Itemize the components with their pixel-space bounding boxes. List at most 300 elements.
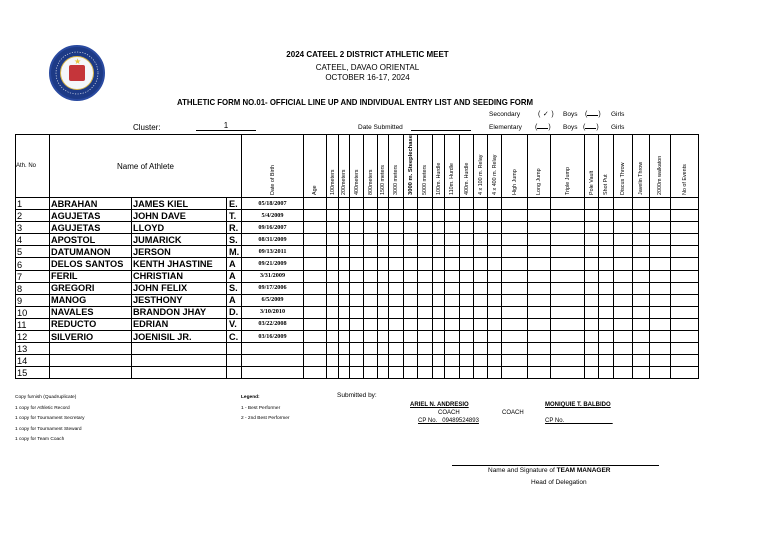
event-entry-cell[interactable] [528, 318, 551, 330]
athlete-last-name[interactable] [50, 355, 132, 367]
event-entry-cell[interactable] [460, 331, 474, 343]
event-entry-cell[interactable] [445, 210, 460, 222]
event-entry-cell[interactable] [585, 210, 599, 222]
athlete-dob[interactable]: 5/4/2009 [242, 210, 304, 222]
event-entry-cell[interactable] [650, 282, 671, 294]
event-entry-cell[interactable] [327, 318, 339, 330]
event-entry-cell[interactable] [433, 306, 445, 318]
event-entry-cell[interactable] [378, 246, 389, 258]
event-entry-cell[interactable] [378, 198, 389, 210]
event-entry-cell[interactable] [502, 294, 528, 306]
event-entry-cell[interactable] [339, 318, 350, 330]
athlete-age[interactable] [304, 331, 327, 343]
event-entry-cell[interactable] [460, 222, 474, 234]
event-entry-cell[interactable] [350, 331, 364, 343]
athlete-last-name[interactable]: DATUMANON [50, 246, 132, 258]
athlete-dob[interactable] [242, 343, 304, 355]
date-submitted-field[interactable] [411, 130, 471, 131]
event-entry-cell[interactable] [389, 282, 404, 294]
athlete-last-name[interactable]: ABRAHAN [50, 198, 132, 210]
event-entry-cell[interactable] [650, 318, 671, 330]
event-entry-cell[interactable] [350, 246, 364, 258]
event-entry-cell[interactable] [528, 210, 551, 222]
event-entry-cell[interactable] [502, 270, 528, 282]
athlete-last-name[interactable] [50, 367, 132, 379]
event-entry-cell[interactable] [389, 198, 404, 210]
athlete-last-name[interactable]: GREGORI [50, 282, 132, 294]
event-entry-cell[interactable] [599, 282, 614, 294]
event-entry-cell[interactable] [650, 234, 671, 246]
event-entry-cell[interactable] [327, 270, 339, 282]
event-entry-cell[interactable] [445, 258, 460, 270]
elementary-girls-checkbox[interactable]: ( ) [583, 124, 599, 131]
event-entry-cell[interactable] [502, 246, 528, 258]
event-entry-cell[interactable] [350, 222, 364, 234]
event-entry-cell[interactable] [502, 234, 528, 246]
event-entry-cell[interactable] [433, 318, 445, 330]
event-entry-cell[interactable] [502, 210, 528, 222]
event-entry-cell[interactable] [378, 367, 389, 379]
event-entry-cell[interactable] [350, 318, 364, 330]
event-entry-cell[interactable] [474, 234, 488, 246]
event-entry-cell[interactable] [389, 210, 404, 222]
event-entry-cell[interactable] [378, 222, 389, 234]
event-entry-cell[interactable] [488, 210, 502, 222]
event-entry-cell[interactable] [350, 258, 364, 270]
event-entry-cell[interactable] [633, 306, 650, 318]
event-entry-cell[interactable] [474, 270, 488, 282]
event-entry-cell[interactable] [614, 270, 633, 282]
event-entry-cell[interactable] [585, 222, 599, 234]
athlete-age[interactable] [304, 318, 327, 330]
event-entry-cell[interactable] [551, 343, 585, 355]
event-entry-cell[interactable] [460, 367, 474, 379]
event-entry-cell[interactable] [327, 258, 339, 270]
event-entry-cell[interactable] [502, 222, 528, 234]
event-entry-cell[interactable] [502, 198, 528, 210]
athlete-last-name[interactable]: AGUJETAS [50, 210, 132, 222]
event-entry-cell[interactable] [599, 258, 614, 270]
event-entry-cell[interactable] [339, 355, 350, 367]
event-entry-cell[interactable] [650, 306, 671, 318]
event-entry-cell[interactable] [502, 367, 528, 379]
event-entry-cell[interactable] [389, 222, 404, 234]
event-entry-cell[interactable] [460, 306, 474, 318]
athlete-age[interactable] [304, 258, 327, 270]
event-entry-cell[interactable] [378, 331, 389, 343]
event-entry-cell[interactable] [445, 355, 460, 367]
event-entry-cell[interactable] [327, 367, 339, 379]
event-entry-cell[interactable] [502, 306, 528, 318]
event-entry-cell[interactable] [339, 198, 350, 210]
athlete-age[interactable] [304, 210, 327, 222]
event-entry-cell[interactable] [389, 246, 404, 258]
event-entry-cell[interactable] [433, 198, 445, 210]
event-entry-cell[interactable] [671, 355, 699, 367]
event-entry-cell[interactable] [633, 258, 650, 270]
athlete-middle-initial[interactable]: S. [227, 282, 242, 294]
event-entry-cell[interactable] [460, 282, 474, 294]
event-entry-cell[interactable] [404, 222, 418, 234]
event-entry-cell[interactable] [474, 367, 488, 379]
event-entry-cell[interactable] [378, 258, 389, 270]
event-entry-cell[interactable] [474, 306, 488, 318]
event-entry-cell[interactable] [488, 306, 502, 318]
event-entry-cell[interactable] [614, 198, 633, 210]
event-entry-cell[interactable] [599, 270, 614, 282]
event-entry-cell[interactable] [599, 343, 614, 355]
event-entry-cell[interactable] [633, 246, 650, 258]
athlete-dob[interactable]: 09/13/2011 [242, 246, 304, 258]
athlete-last-name[interactable]: NAVALES [50, 306, 132, 318]
event-entry-cell[interactable] [339, 234, 350, 246]
athlete-first-name[interactable]: JOHN DAVE [132, 210, 227, 222]
event-entry-cell[interactable] [339, 258, 350, 270]
event-entry-cell[interactable] [551, 234, 585, 246]
event-entry-cell[interactable] [502, 355, 528, 367]
athlete-last-name[interactable]: MANOG [50, 294, 132, 306]
event-entry-cell[interactable] [633, 331, 650, 343]
athlete-first-name[interactable]: LLOYD [132, 222, 227, 234]
event-entry-cell[interactable] [551, 198, 585, 210]
event-entry-cell[interactable] [418, 234, 433, 246]
athlete-age[interactable] [304, 306, 327, 318]
event-entry-cell[interactable] [433, 294, 445, 306]
event-entry-cell[interactable] [364, 234, 378, 246]
event-entry-cell[interactable] [364, 343, 378, 355]
event-entry-cell[interactable] [488, 234, 502, 246]
event-entry-cell[interactable] [350, 282, 364, 294]
event-entry-cell[interactable] [671, 198, 699, 210]
event-entry-cell[interactable] [650, 367, 671, 379]
athlete-age[interactable] [304, 343, 327, 355]
event-entry-cell[interactable] [551, 318, 585, 330]
event-entry-cell[interactable] [364, 318, 378, 330]
event-entry-cell[interactable] [633, 234, 650, 246]
event-entry-cell[interactable] [650, 210, 671, 222]
event-entry-cell[interactable] [364, 270, 378, 282]
event-entry-cell[interactable] [339, 331, 350, 343]
event-entry-cell[interactable] [445, 198, 460, 210]
event-entry-cell[interactable] [404, 331, 418, 343]
event-entry-cell[interactable] [418, 270, 433, 282]
event-entry-cell[interactable] [418, 198, 433, 210]
event-entry-cell[interactable] [350, 234, 364, 246]
event-entry-cell[interactable] [389, 367, 404, 379]
event-entry-cell[interactable] [502, 343, 528, 355]
event-entry-cell[interactable] [528, 246, 551, 258]
event-entry-cell[interactable] [528, 258, 551, 270]
athlete-dob[interactable]: 09/17/2006 [242, 282, 304, 294]
event-entry-cell[interactable] [671, 343, 699, 355]
event-entry-cell[interactable] [488, 246, 502, 258]
event-entry-cell[interactable] [488, 258, 502, 270]
event-entry-cell[interactable] [599, 234, 614, 246]
event-entry-cell[interactable] [599, 318, 614, 330]
event-entry-cell[interactable] [418, 210, 433, 222]
event-entry-cell[interactable] [404, 282, 418, 294]
event-entry-cell[interactable] [378, 355, 389, 367]
event-entry-cell[interactable] [528, 306, 551, 318]
athlete-age[interactable] [304, 282, 327, 294]
athlete-dob[interactable]: 3/31/2009 [242, 270, 304, 282]
event-entry-cell[interactable] [339, 367, 350, 379]
event-entry-cell[interactable] [378, 210, 389, 222]
event-entry-cell[interactable] [339, 294, 350, 306]
athlete-middle-initial[interactable]: V. [227, 318, 242, 330]
event-entry-cell[interactable] [551, 306, 585, 318]
event-entry-cell[interactable] [474, 331, 488, 343]
event-entry-cell[interactable] [474, 210, 488, 222]
event-entry-cell[interactable] [389, 331, 404, 343]
event-entry-cell[interactable] [502, 318, 528, 330]
event-entry-cell[interactable] [614, 331, 633, 343]
event-entry-cell[interactable] [418, 258, 433, 270]
event-entry-cell[interactable] [599, 222, 614, 234]
event-entry-cell[interactable] [339, 210, 350, 222]
athlete-dob[interactable]: 6/5/2009 [242, 294, 304, 306]
event-entry-cell[interactable] [474, 222, 488, 234]
event-entry-cell[interactable] [585, 367, 599, 379]
event-entry-cell[interactable] [364, 331, 378, 343]
event-entry-cell[interactable] [364, 246, 378, 258]
event-entry-cell[interactable] [327, 294, 339, 306]
event-entry-cell[interactable] [350, 270, 364, 282]
event-entry-cell[interactable] [378, 294, 389, 306]
athlete-middle-initial[interactable]: D. [227, 306, 242, 318]
event-entry-cell[interactable] [585, 331, 599, 343]
event-entry-cell[interactable] [327, 355, 339, 367]
athlete-age[interactable] [304, 222, 327, 234]
event-entry-cell[interactable] [404, 294, 418, 306]
event-entry-cell[interactable] [671, 282, 699, 294]
event-entry-cell[interactable] [404, 343, 418, 355]
event-entry-cell[interactable] [378, 343, 389, 355]
event-entry-cell[interactable] [418, 331, 433, 343]
event-entry-cell[interactable] [551, 282, 585, 294]
athlete-dob[interactable]: 3/10/2010 [242, 306, 304, 318]
event-entry-cell[interactable] [327, 210, 339, 222]
event-entry-cell[interactable] [650, 294, 671, 306]
event-entry-cell[interactable] [327, 234, 339, 246]
event-entry-cell[interactable] [650, 343, 671, 355]
event-entry-cell[interactable] [460, 343, 474, 355]
event-entry-cell[interactable] [433, 258, 445, 270]
event-entry-cell[interactable] [364, 258, 378, 270]
event-entry-cell[interactable] [364, 282, 378, 294]
event-entry-cell[interactable] [404, 367, 418, 379]
event-entry-cell[interactable] [364, 367, 378, 379]
event-entry-cell[interactable] [599, 246, 614, 258]
athlete-middle-initial[interactable]: C. [227, 331, 242, 343]
event-entry-cell[interactable] [633, 222, 650, 234]
event-entry-cell[interactable] [585, 282, 599, 294]
event-entry-cell[interactable] [614, 294, 633, 306]
secondary-checkbox[interactable]: ( ✓ ) [538, 111, 554, 118]
event-entry-cell[interactable] [599, 294, 614, 306]
athlete-dob[interactable]: 03/16/2009 [242, 331, 304, 343]
event-entry-cell[interactable] [364, 306, 378, 318]
event-entry-cell[interactable] [460, 294, 474, 306]
event-entry-cell[interactable] [633, 367, 650, 379]
event-entry-cell[interactable] [364, 355, 378, 367]
event-entry-cell[interactable] [614, 210, 633, 222]
event-entry-cell[interactable] [418, 355, 433, 367]
athlete-first-name[interactable]: JUMARICK [132, 234, 227, 246]
event-entry-cell[interactable] [671, 367, 699, 379]
event-entry-cell[interactable] [460, 198, 474, 210]
event-entry-cell[interactable] [528, 294, 551, 306]
event-entry-cell[interactable] [502, 282, 528, 294]
event-entry-cell[interactable] [633, 355, 650, 367]
event-entry-cell[interactable] [445, 270, 460, 282]
event-entry-cell[interactable] [650, 246, 671, 258]
event-entry-cell[interactable] [474, 198, 488, 210]
event-entry-cell[interactable] [488, 355, 502, 367]
event-entry-cell[interactable] [474, 246, 488, 258]
event-entry-cell[interactable] [488, 294, 502, 306]
event-entry-cell[interactable] [389, 355, 404, 367]
event-entry-cell[interactable] [404, 258, 418, 270]
event-entry-cell[interactable] [445, 282, 460, 294]
event-entry-cell[interactable] [389, 234, 404, 246]
event-entry-cell[interactable] [585, 270, 599, 282]
athlete-dob[interactable] [242, 355, 304, 367]
athlete-last-name[interactable]: DELOS SANTOS [50, 258, 132, 270]
event-entry-cell[interactable] [633, 343, 650, 355]
athlete-middle-initial[interactable]: M. [227, 246, 242, 258]
event-entry-cell[interactable] [551, 258, 585, 270]
event-entry-cell[interactable] [445, 367, 460, 379]
event-entry-cell[interactable] [528, 222, 551, 234]
event-entry-cell[interactable] [614, 282, 633, 294]
event-entry-cell[interactable] [433, 367, 445, 379]
event-entry-cell[interactable] [389, 318, 404, 330]
athlete-middle-initial[interactable]: T. [227, 210, 242, 222]
event-entry-cell[interactable] [599, 198, 614, 210]
event-entry-cell[interactable] [350, 367, 364, 379]
event-entry-cell[interactable] [433, 270, 445, 282]
event-entry-cell[interactable] [418, 282, 433, 294]
event-entry-cell[interactable] [633, 198, 650, 210]
event-entry-cell[interactable] [445, 294, 460, 306]
event-entry-cell[interactable] [528, 331, 551, 343]
athlete-age[interactable] [304, 246, 327, 258]
event-entry-cell[interactable] [528, 198, 551, 210]
event-entry-cell[interactable] [551, 331, 585, 343]
athlete-age[interactable] [304, 198, 327, 210]
event-entry-cell[interactable] [650, 355, 671, 367]
event-entry-cell[interactable] [502, 331, 528, 343]
athlete-first-name[interactable]: JAMES KIEL [132, 198, 227, 210]
event-entry-cell[interactable] [585, 294, 599, 306]
event-entry-cell[interactable] [404, 198, 418, 210]
event-entry-cell[interactable] [350, 294, 364, 306]
event-entry-cell[interactable] [599, 331, 614, 343]
event-entry-cell[interactable] [404, 234, 418, 246]
event-entry-cell[interactable] [433, 355, 445, 367]
event-entry-cell[interactable] [339, 246, 350, 258]
event-entry-cell[interactable] [404, 246, 418, 258]
event-entry-cell[interactable] [378, 234, 389, 246]
event-entry-cell[interactable] [614, 306, 633, 318]
athlete-last-name[interactable]: APOSTOL [50, 234, 132, 246]
athlete-first-name[interactable]: KENTH JHASTINE [132, 258, 227, 270]
event-entry-cell[interactable] [445, 318, 460, 330]
athlete-middle-initial[interactable] [227, 343, 242, 355]
event-entry-cell[interactable] [671, 246, 699, 258]
athlete-first-name[interactable]: EDRIAN [132, 318, 227, 330]
event-entry-cell[interactable] [418, 343, 433, 355]
athlete-middle-initial[interactable] [227, 367, 242, 379]
event-entry-cell[interactable] [445, 343, 460, 355]
event-entry-cell[interactable] [339, 343, 350, 355]
event-entry-cell[interactable] [389, 306, 404, 318]
event-entry-cell[interactable] [650, 270, 671, 282]
athlete-first-name[interactable]: JESTHONY [132, 294, 227, 306]
event-entry-cell[interactable] [488, 318, 502, 330]
secondary-girls-checkbox[interactable]: ( ) [585, 111, 601, 118]
event-entry-cell[interactable] [614, 367, 633, 379]
event-entry-cell[interactable] [671, 270, 699, 282]
event-entry-cell[interactable] [445, 234, 460, 246]
athlete-first-name[interactable]: JERSON [132, 246, 227, 258]
event-entry-cell[interactable] [671, 222, 699, 234]
athlete-last-name[interactable]: FERIL [50, 270, 132, 282]
event-entry-cell[interactable] [350, 306, 364, 318]
athlete-dob[interactable] [242, 367, 304, 379]
athlete-first-name[interactable]: CHRISTIAN [132, 270, 227, 282]
event-entry-cell[interactable] [614, 246, 633, 258]
event-entry-cell[interactable] [474, 318, 488, 330]
event-entry-cell[interactable] [327, 282, 339, 294]
event-entry-cell[interactable] [585, 355, 599, 367]
event-entry-cell[interactable] [445, 222, 460, 234]
event-entry-cell[interactable] [474, 282, 488, 294]
event-entry-cell[interactable] [474, 355, 488, 367]
event-entry-cell[interactable] [633, 294, 650, 306]
event-entry-cell[interactable] [488, 198, 502, 210]
event-entry-cell[interactable] [585, 343, 599, 355]
event-entry-cell[interactable] [378, 318, 389, 330]
event-entry-cell[interactable] [389, 343, 404, 355]
event-entry-cell[interactable] [585, 234, 599, 246]
cluster-value[interactable]: 1 [196, 121, 256, 131]
event-entry-cell[interactable] [327, 222, 339, 234]
athlete-last-name[interactable] [50, 343, 132, 355]
athlete-dob[interactable]: 09/21/2009 [242, 258, 304, 270]
event-entry-cell[interactable] [488, 331, 502, 343]
event-entry-cell[interactable] [551, 355, 585, 367]
athlete-last-name[interactable]: REDUCTO [50, 318, 132, 330]
event-entry-cell[interactable] [460, 355, 474, 367]
event-entry-cell[interactable] [671, 331, 699, 343]
event-entry-cell[interactable] [364, 210, 378, 222]
event-entry-cell[interactable] [404, 318, 418, 330]
event-entry-cell[interactable] [474, 294, 488, 306]
event-entry-cell[interactable] [327, 343, 339, 355]
event-entry-cell[interactable] [350, 343, 364, 355]
event-entry-cell[interactable] [460, 258, 474, 270]
athlete-middle-initial[interactable]: A [227, 270, 242, 282]
event-entry-cell[interactable] [433, 282, 445, 294]
event-entry-cell[interactable] [671, 318, 699, 330]
event-entry-cell[interactable] [528, 343, 551, 355]
event-entry-cell[interactable] [460, 270, 474, 282]
athlete-middle-initial[interactable]: A [227, 294, 242, 306]
event-entry-cell[interactable] [671, 210, 699, 222]
event-entry-cell[interactable] [599, 210, 614, 222]
